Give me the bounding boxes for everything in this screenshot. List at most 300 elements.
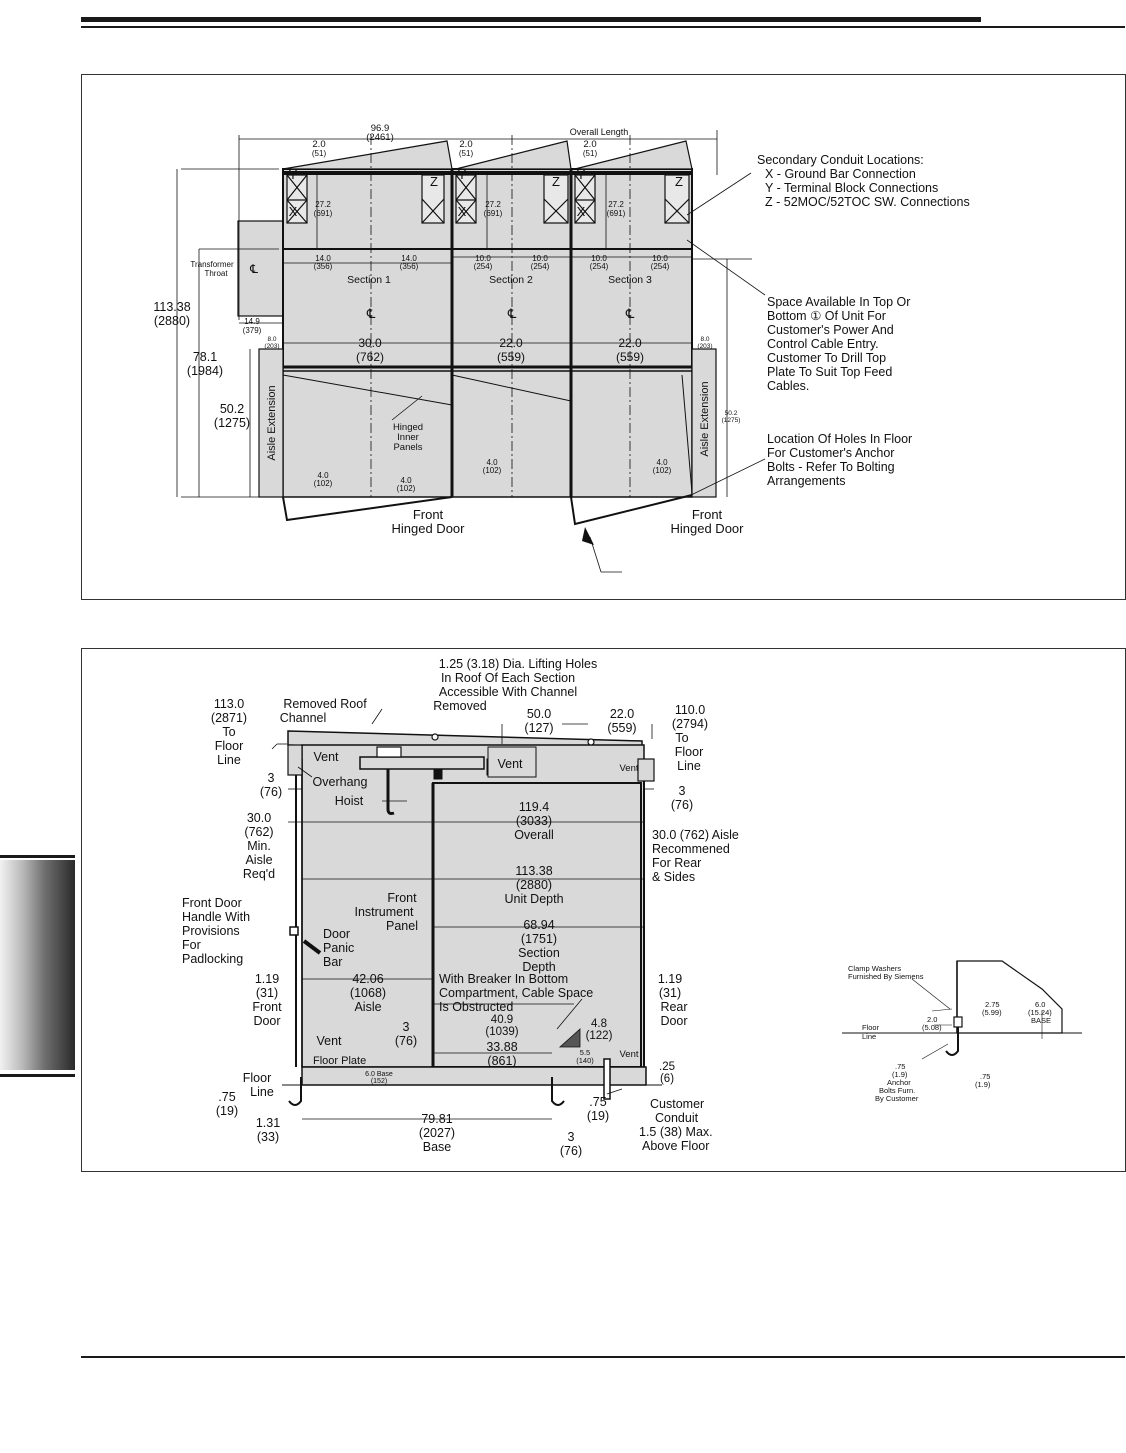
dim-127: (127)	[524, 721, 554, 735]
vent-label-4: Vent	[316, 1034, 342, 1048]
detail-dim-6-0-c: BASE	[1031, 1016, 1052, 1025]
panic-bar-2: Bar	[323, 955, 343, 969]
svg-text:22.0	[499, 336, 523, 350]
svg-text:40.9	[491, 1014, 513, 1026]
svg-text:1.25 (3.18) Dia. Lifting Holes	[439, 657, 597, 671]
dim-203-left: (203)	[264, 343, 280, 350]
dim-113-0-e: Line	[217, 753, 241, 767]
svg-text:Aisle Extension	[266, 385, 278, 460]
space-line-4: Customer To Drill Top	[767, 351, 887, 365]
dim-4-8-b: (122)	[585, 1030, 613, 1042]
dim-3-right: 3	[678, 784, 686, 798]
removed-roof-1: Channel	[279, 711, 327, 725]
svg-text:Customer's Power And	[767, 323, 894, 337]
conduit-3: Above Floor	[642, 1139, 710, 1153]
door-handle-1: Handle With	[182, 910, 251, 924]
svg-text:Base	[423, 1140, 452, 1154]
svg-text:6.0 Base	[365, 1071, 393, 1078]
conduit-x-1: X	[288, 204, 298, 219]
hoist-label: Hoist	[334, 794, 364, 808]
dim-50-2-small: 50.2	[724, 410, 738, 417]
svg-text:X	[577, 204, 586, 219]
svg-text:Throat	[204, 269, 228, 278]
dim-4-0-a: 4.0	[317, 471, 329, 480]
svg-text:(33)	[257, 1130, 279, 1144]
svg-text:(356)	[314, 262, 333, 271]
svg-text:113.38	[153, 300, 190, 314]
svg-text:Vent	[313, 750, 339, 764]
panic-bar-1: Panic	[323, 941, 355, 955]
side-tab-bottom-rule	[0, 1074, 75, 1077]
svg-text:To	[222, 725, 235, 739]
svg-text:Arrangements	[767, 474, 846, 488]
anchor-3: Bolts Furn.	[879, 1086, 916, 1095]
svg-text:(5.99)	[982, 1008, 1002, 1017]
base-6-b: (152)	[370, 1078, 388, 1085]
svg-text:(5.08)	[922, 1023, 942, 1032]
svg-text:(379)	[243, 326, 262, 335]
svg-text:1.19	[255, 972, 279, 986]
dim-3-left: 3	[267, 771, 275, 785]
detail-dim-75-a: .75	[980, 1072, 991, 1081]
svg-text:(76)	[560, 1144, 582, 1158]
lifting-line-1: In Roof Of Each Section	[440, 671, 576, 685]
conduit-z-2: Z	[552, 174, 560, 189]
hoist-beam	[360, 757, 484, 769]
svg-text:1.31	[256, 1116, 280, 1130]
conduit-x-2: X	[457, 204, 467, 219]
dim-203-right: (203)	[697, 343, 713, 350]
dim-27-2-c: 27.2	[608, 200, 624, 209]
svg-text:22.0	[610, 707, 634, 721]
svg-text:(203)	[264, 343, 279, 350]
anchor-2: Anchor	[887, 1078, 911, 1087]
front-hinged-door-left-2: Hinged Door	[391, 521, 465, 536]
svg-text:Removed Roof	[283, 697, 367, 711]
anchor-detail	[842, 961, 1082, 1103]
svg-text:Recommened	[652, 842, 730, 856]
dim-51-c: (51)	[582, 149, 598, 158]
svg-text:Y	[577, 167, 586, 182]
dim-5-5-a: 5.5	[579, 1048, 591, 1057]
detail-dim-6-0-b: (15.24)	[1028, 1008, 1052, 1017]
dim-3-bottom: 3	[567, 1130, 575, 1144]
svg-text:℄	[366, 306, 376, 321]
svg-text:(559)	[607, 721, 636, 735]
svg-text:1.19	[658, 972, 682, 986]
dim-8-0-right: 8.0	[700, 336, 710, 343]
dim-75-left-b: (19)	[215, 1104, 239, 1118]
svg-text:Door	[253, 1014, 280, 1028]
centerline-2: ℄	[507, 306, 517, 321]
secondary-line-2: Y - Terminal Block Connections	[765, 181, 939, 195]
svg-text:(2794)	[672, 717, 708, 731]
svg-text:(1039)	[485, 1026, 518, 1038]
dim-40-9-b: (1039)	[485, 1026, 519, 1038]
dim-78-1: 78.1	[192, 350, 218, 364]
svg-text:110.0	[675, 703, 705, 717]
svg-text:(51)	[312, 149, 327, 158]
aisle-rec-2: For Rear	[652, 856, 702, 870]
aisle-dim-1: (1068)	[349, 986, 387, 1000]
dim-25-a: .25	[659, 1061, 675, 1073]
plan-view-drawing	[82, 75, 1125, 599]
dim-3-mid: 3	[402, 1020, 410, 1034]
aisle-extension-right-label: Aisle Extension	[699, 381, 711, 457]
dim-25-b: (6)	[659, 1073, 675, 1085]
svg-text:Y	[289, 167, 298, 182]
svg-text:.25	[659, 1061, 675, 1073]
plan-view-panel	[81, 74, 1126, 600]
dim-22-0-a: 22.0	[499, 336, 523, 350]
dim-14-9: 14.9	[244, 317, 260, 326]
dim-2-0-b: 2.0	[459, 139, 473, 150]
svg-text:30.0	[247, 811, 271, 825]
svg-text:Hoist	[335, 794, 364, 808]
dim-254-a: (254)	[473, 262, 493, 271]
dim-254-c: (254)	[589, 262, 609, 271]
svg-text:(2027)	[419, 1126, 455, 1140]
aisle-dim-2: Aisle	[354, 1000, 382, 1014]
dim-14-0-b: 14.0	[401, 254, 417, 263]
vent-label-5: Vent	[619, 1049, 639, 1060]
svg-text:Aisle	[245, 853, 272, 867]
floor-line-b: Line	[250, 1085, 274, 1099]
svg-text:(102)	[397, 484, 416, 493]
svg-text:.75	[589, 1095, 606, 1109]
overall-length-label: Overall Length	[569, 127, 629, 137]
removed-roof-0: Removed Roof	[283, 697, 367, 711]
svg-text:Unit Depth	[504, 892, 563, 906]
section-depth-2: Section	[518, 946, 560, 960]
svg-text:Req'd	[243, 867, 275, 881]
dim-8-0-left: 8.0	[267, 336, 277, 343]
conduit-z-3: Z	[675, 174, 683, 189]
conduit-x-3: X	[576, 204, 586, 219]
svg-text:(203)	[697, 343, 712, 350]
svg-text:Section 1	[347, 274, 391, 286]
svg-text:Line	[677, 759, 701, 773]
svg-text:Control Cable Entry.	[767, 337, 879, 351]
dim-113-38: 113.38	[153, 300, 191, 314]
dim-356-b: (356)	[399, 262, 419, 271]
detail-dim-2-0-b: (5.08)	[922, 1023, 942, 1032]
dim-4-8-a: 4.8	[591, 1018, 607, 1030]
svg-text:14.9	[244, 317, 260, 326]
svg-text:(102)	[483, 466, 502, 475]
hinged-inner-3: Panels	[393, 442, 423, 453]
dim-691-b: (691)	[483, 209, 503, 218]
rear-door-dim-1: (31)	[658, 986, 682, 1000]
dim-254-d: (254)	[650, 262, 670, 271]
dim-10-0-b: 10.0	[532, 254, 548, 263]
svg-text:(691)	[607, 209, 626, 218]
svg-text:Hinged Door	[671, 521, 745, 536]
anchor-1: (1.9)	[892, 1070, 908, 1079]
rear-door-dim-2: Rear	[660, 1000, 688, 1014]
svg-text:For Customer's Anchor	[767, 446, 894, 460]
svg-text:(559)	[616, 350, 644, 364]
conduit-y-2: Y	[457, 167, 467, 182]
svg-text:Removed	[433, 699, 487, 713]
svg-text:4.8	[591, 1018, 607, 1030]
svg-text:Furnished By Siemens	[848, 972, 924, 981]
svg-text:In Roof Of Each Section	[441, 671, 575, 685]
svg-text:(2880)	[516, 878, 552, 892]
front-instrument-0: Front	[387, 891, 417, 905]
dim-110-0-b: (2794)	[671, 717, 709, 731]
aisle-rec-0: 30.0 (762) Aisle	[652, 828, 739, 842]
svg-text:(3033)	[516, 814, 552, 828]
breaker-note-2: Is Obstructed	[439, 1000, 514, 1014]
dim-2880: (2880)	[153, 314, 191, 328]
svg-text:Vent	[619, 763, 638, 774]
secondary-line-3: Z - 52MOC/52TOC SW. Connections	[765, 195, 970, 209]
svg-text:30.0 (762) Aisle	[652, 828, 739, 842]
dim-10-0-d: 10.0	[652, 254, 668, 263]
svg-text:Aisle	[354, 1000, 381, 1014]
dim-33-88-a: 33.88	[486, 1040, 518, 1054]
svg-text:Overhang	[313, 775, 368, 789]
dim-1275-small: (1275)	[721, 417, 741, 424]
base-dim-1: (2027)	[418, 1126, 456, 1140]
dim-2461: (2461)	[366, 132, 394, 143]
door-handle-3: For	[182, 938, 201, 952]
centerline-1: ℄	[366, 306, 376, 321]
svg-text:Bottom ① Of Unit For	[767, 309, 886, 323]
svg-text:X	[458, 204, 467, 219]
front-door-dim-1: (31)	[255, 986, 279, 1000]
svg-text:Floor	[675, 745, 703, 759]
dim-10-0-c: 10.0	[591, 254, 607, 263]
side-tab	[0, 860, 75, 1070]
svg-text:Customer	[650, 1097, 704, 1111]
svg-text:Min.	[247, 839, 271, 853]
section-3-label: Section 3	[608, 274, 652, 286]
svg-text:68.94	[523, 918, 554, 932]
svg-text:BASE	[1031, 1016, 1051, 1025]
conduit-y-1: Y	[288, 167, 298, 182]
dim-2-0-a: 2.0	[312, 139, 326, 150]
dim-4-0-b: 4.0	[400, 476, 412, 485]
rear-door-dim-3: Door	[660, 1014, 688, 1028]
conduit-y-3: Y	[576, 167, 586, 182]
anchor-4: By Customer	[875, 1094, 919, 1103]
svg-text:3	[268, 771, 275, 785]
svg-text:(76)	[395, 1034, 417, 1048]
footer-rule	[81, 1356, 1125, 1358]
min-aisle-2: Min.	[247, 839, 271, 853]
svg-text:Vent	[497, 757, 523, 771]
svg-text:Front	[692, 507, 723, 522]
svg-text:X - Ground Bar Connection	[765, 167, 916, 181]
space-line-5: Plate To Suit Top Feed	[767, 365, 893, 379]
section-1-label: Section 1	[347, 274, 391, 286]
door-handle-4: Padlocking	[182, 952, 244, 966]
dim-22-0-b: 22.0	[618, 336, 642, 350]
dim-40-9-a: 40.9	[490, 1014, 514, 1026]
svg-text:27.2	[608, 200, 624, 209]
svg-text:(2880)	[154, 314, 190, 328]
svg-text:Accessible With Channel	[439, 685, 577, 699]
svg-text:Door	[323, 927, 350, 941]
dim-75-left-a: .75	[218, 1090, 236, 1104]
dim-102-d: (102)	[652, 466, 672, 475]
svg-text:Line	[862, 1032, 876, 1041]
vent-label-2: Vent	[497, 757, 523, 771]
svg-text:50.0	[527, 707, 551, 721]
svg-text:(254)	[590, 262, 609, 271]
svg-text:Is Obstructed	[439, 1000, 513, 1014]
svg-text:(356)	[400, 262, 419, 271]
holes-line-2: Bolts - Refer To Bolting	[767, 460, 895, 474]
svg-text:Vent	[316, 1034, 342, 1048]
floor-plate-label: Floor Plate	[313, 1055, 367, 1067]
vent-label-3: Vent	[619, 763, 639, 774]
svg-text:Above Floor	[642, 1139, 709, 1153]
dim-4-0-c: 4.0	[486, 458, 498, 467]
svg-text:Door	[660, 1014, 687, 1028]
svg-text:(31)	[256, 986, 278, 1000]
svg-text:(140)	[576, 1056, 594, 1065]
svg-text:113.38	[515, 864, 552, 878]
svg-text:119.4	[519, 800, 549, 814]
dim-119-4-c: Overall	[514, 828, 554, 842]
dim-1984: (1984)	[186, 364, 224, 378]
dim-75-right-b: (19)	[586, 1109, 610, 1123]
dim-10-0-a: 10.0	[475, 254, 491, 263]
svg-text:3	[679, 784, 686, 798]
svg-text:Front Door	[182, 896, 242, 910]
svg-text:Section 2	[489, 274, 533, 286]
svg-text:79.81	[421, 1112, 452, 1126]
svg-text:Conduit	[655, 1111, 699, 1125]
svg-text:For Rear	[652, 856, 701, 870]
min-aisle-3: Aisle	[245, 853, 273, 867]
dim-691-a: (691)	[313, 209, 333, 218]
min-aisle-1: (762)	[244, 825, 274, 839]
svg-text:Panels	[393, 442, 422, 453]
door-handle-0: Front Door	[182, 896, 242, 910]
dim-110-0-d: Floor	[674, 745, 704, 759]
svg-text:℄	[625, 306, 635, 321]
base-dim-0: 79.81	[421, 1112, 453, 1126]
dim-559-elev: (559)	[607, 721, 637, 735]
svg-text:8.0	[700, 336, 709, 343]
svg-text:Padlocking	[182, 952, 243, 966]
svg-text:22.0	[618, 336, 642, 350]
lifting-line-0: 1.25 (3.18) Dia. Lifting Holes	[438, 657, 598, 671]
svg-text:Vent	[619, 1049, 638, 1060]
secondary-line-0: Secondary Conduit Locations:	[757, 153, 924, 167]
dim-356-a: (356)	[313, 262, 333, 271]
svg-text:.75	[218, 1090, 235, 1104]
floor-base	[302, 1067, 646, 1085]
svg-text:Z	[552, 174, 560, 189]
svg-text:Aisle Extension	[699, 381, 711, 456]
dim-102-a: (102)	[313, 479, 333, 488]
space-line-3: Control Cable Entry.	[767, 337, 879, 351]
dim-22-0-elev: 22.0	[609, 707, 635, 721]
min-aisle-4: Req'd	[242, 867, 276, 881]
svg-text:Floor	[215, 739, 243, 753]
space-line-6: Cables.	[767, 379, 810, 393]
dim-559-a: (559)	[496, 350, 526, 364]
dim-110-0-a: 110.0	[674, 703, 706, 717]
dim-119-4-a: 119.4	[518, 800, 550, 814]
holes-line-1: For Customer's Anchor	[767, 446, 895, 460]
svg-text:50.2	[220, 402, 244, 416]
base-6-a: 6.0 Base	[365, 1071, 393, 1078]
svg-text:(102)	[653, 466, 672, 475]
svg-text:(691)	[484, 209, 503, 218]
svg-text:(2871)	[211, 711, 247, 725]
svg-text:27.2	[315, 200, 331, 209]
svg-text:& Sides	[652, 870, 695, 884]
svg-text:(19)	[216, 1104, 238, 1118]
detail-floor-b: Line	[862, 1032, 877, 1041]
dim-75-right-a: .75	[589, 1095, 607, 1109]
dim-96-9: 96.9	[370, 123, 390, 134]
hinged-inner-1: Hinged	[392, 422, 424, 433]
dim-27-2-a: 27.2	[315, 200, 331, 209]
detail-floor-a: Floor	[862, 1023, 880, 1032]
svg-text:Section 3	[608, 274, 652, 286]
svg-text:78.1	[193, 350, 217, 364]
dim-110-0-e: Line	[677, 759, 701, 773]
holes-line-3: Arrangements	[767, 474, 846, 488]
svg-text:X	[289, 204, 298, 219]
svg-text:For	[182, 938, 201, 952]
dim-113-0-b: (2871)	[210, 711, 248, 725]
front-door-dim-3: Door	[253, 1014, 281, 1028]
svg-text:(1275)	[214, 416, 250, 430]
dim-119-4-b: (3033)	[515, 814, 553, 828]
dim-4-0-d: 4.0	[656, 458, 668, 467]
svg-text:Y - Terminal Block Connections	[765, 181, 938, 195]
anchor-0: .75	[895, 1062, 906, 1071]
svg-text:Line	[217, 753, 241, 767]
conduit-2: 1.5 (38) Max.	[639, 1125, 713, 1139]
front-instrument-2: Panel	[386, 919, 418, 933]
space-line-1: Bottom ① Of Unit For	[767, 309, 886, 323]
svg-text:Bar	[323, 955, 342, 969]
svg-text:(254)	[531, 262, 550, 271]
svg-text:℄	[249, 262, 258, 276]
svg-text:Overall	[514, 828, 554, 842]
svg-text:(6)	[660, 1073, 674, 1085]
base-dim-2: Base	[422, 1140, 452, 1154]
svg-text:(559)	[497, 350, 525, 364]
svg-text:(254)	[474, 262, 493, 271]
svg-text:(861)	[487, 1054, 516, 1068]
section-depth-3: Depth	[522, 960, 556, 974]
svg-text:Instrument	[354, 905, 414, 919]
unit-depth-0: 113.38	[515, 864, 553, 878]
section-2-label: Section 2	[489, 274, 533, 286]
svg-text:Floor	[243, 1071, 271, 1085]
detail-dim-2-0-a: 2.0	[927, 1015, 938, 1024]
holes-line-0: Location Of Holes In Floor	[767, 432, 913, 446]
svg-text:Front	[413, 507, 444, 522]
unit-body-lower	[283, 367, 692, 497]
svg-text:With Breaker In Bottom	[439, 972, 568, 986]
dim-1-31-a: 1.31	[255, 1116, 281, 1130]
detail-dim-75-b: (1.9)	[975, 1080, 991, 1089]
dim-110-0-c: To	[675, 731, 689, 745]
front-hinged-door-left-1: Front	[412, 507, 444, 522]
svg-text:Panic	[323, 941, 354, 955]
